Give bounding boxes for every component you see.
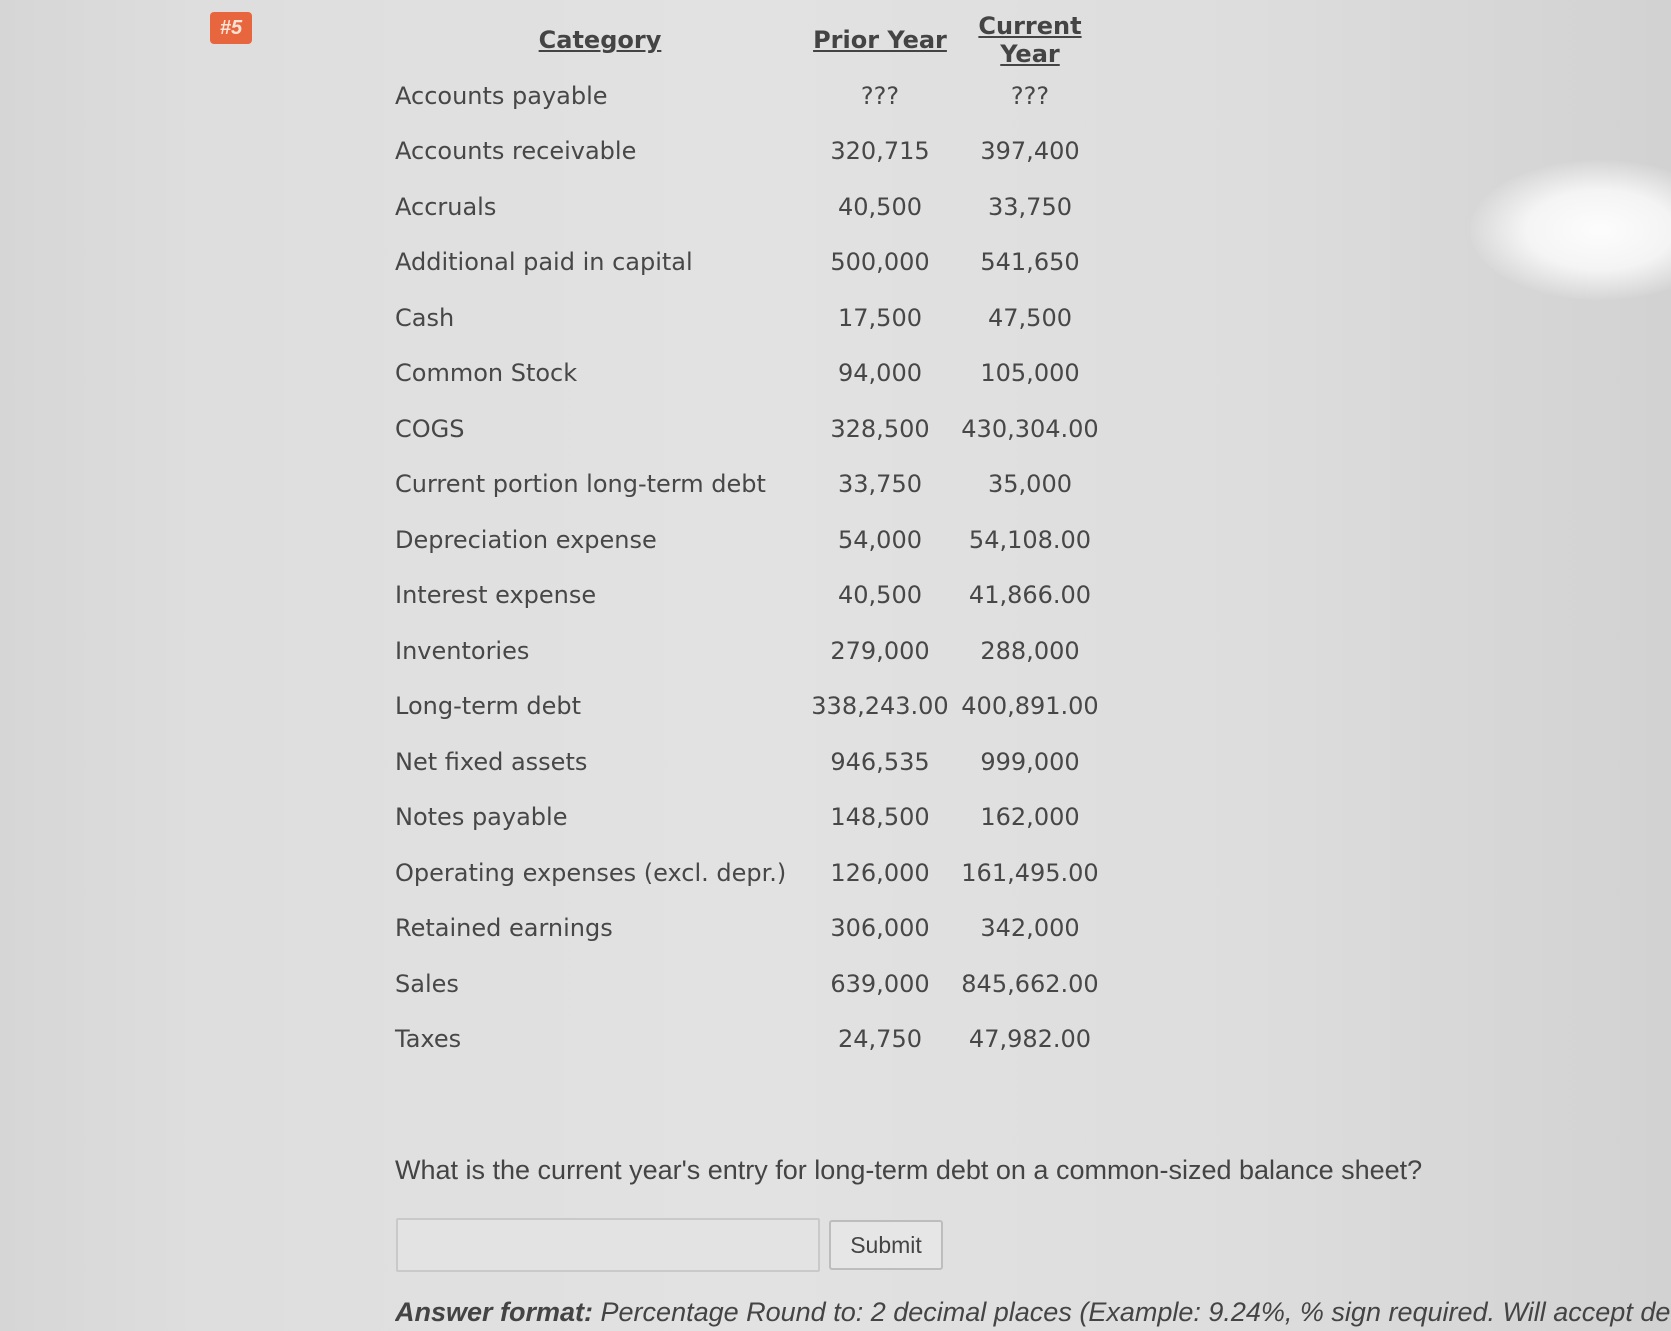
row-current-year: 47,500 <box>988 303 1072 332</box>
row-current-year: 397,400 <box>980 137 1080 166</box>
table-row <box>395 623 1105 679</box>
row-current-year: ??? <box>1010 81 1050 110</box>
row-category: Retained earnings <box>395 914 613 943</box>
row-current-year: 430,304.00 <box>961 414 1099 443</box>
row-prior-year: 33,750 <box>838 470 922 499</box>
row-prior-year: 279,000 <box>830 636 930 665</box>
table-row <box>395 790 1105 846</box>
row-category: Interest expense <box>395 581 597 610</box>
row-category: Accounts receivable <box>395 137 637 166</box>
table-row <box>395 179 1105 235</box>
row-category: Long-term debt <box>395 692 582 721</box>
row-category: Cash <box>395 303 455 332</box>
row-current-year: 105,000 <box>980 359 1080 388</box>
row-current-year: 54,108.00 <box>968 525 1092 554</box>
table-row <box>395 290 1105 346</box>
row-category: Sales <box>395 969 459 998</box>
table-row <box>395 568 1105 624</box>
row-category: Operating expenses (excl. depr.) <box>395 858 787 887</box>
table-body <box>395 68 1105 1067</box>
row-prior-year: 94,000 <box>838 359 922 388</box>
row-current-year: 33,750 <box>988 192 1072 221</box>
table-row <box>395 1012 1105 1068</box>
row-category: COGS <box>395 414 465 443</box>
row-category: Accruals <box>395 192 497 221</box>
table-header-row <box>395 12 1105 68</box>
question-number-badge: #5 <box>210 12 252 44</box>
table-row <box>395 679 1105 735</box>
header-category: Category <box>538 26 662 54</box>
row-current-year: 35,000 <box>988 470 1072 499</box>
row-prior-year: 126,000 <box>830 858 930 887</box>
row-current-year: 541,650 <box>980 248 1080 277</box>
row-category: Additional paid in capital <box>395 248 693 277</box>
row-current-year: 845,662.00 <box>961 969 1099 998</box>
table-row <box>395 457 1105 513</box>
row-prior-year: 328,500 <box>830 414 930 443</box>
row-category: Inventories <box>395 636 530 665</box>
row-prior-year: 40,500 <box>838 581 922 610</box>
table-row <box>395 901 1105 957</box>
answer-format-label: Answer format: <box>395 1297 594 1327</box>
row-category: Accounts payable <box>395 81 608 110</box>
row-current-year: 999,000 <box>980 747 1080 776</box>
header-prior-year: Prior Year <box>813 26 947 54</box>
row-prior-year: 946,535 <box>830 747 930 776</box>
row-current-year: 400,891.00 <box>961 692 1099 721</box>
row-category: Notes payable <box>395 803 568 832</box>
row-prior-year: 17,500 <box>838 303 922 332</box>
row-prior-year: 338,243.00 <box>811 692 949 721</box>
row-prior-year: 148,500 <box>830 803 930 832</box>
submit-button[interactable]: Submit <box>829 1220 943 1270</box>
row-category: Depreciation expense <box>395 525 657 554</box>
table-row <box>395 512 1105 568</box>
row-prior-year: 54,000 <box>838 525 922 554</box>
table-row <box>395 68 1105 124</box>
row-prior-year: 306,000 <box>830 914 930 943</box>
answer-input[interactable] <box>396 1218 820 1272</box>
row-prior-year: ??? <box>860 81 900 110</box>
row-prior-year: 639,000 <box>830 969 930 998</box>
row-prior-year: 500,000 <box>830 248 930 277</box>
row-prior-year: 24,750 <box>838 1025 922 1054</box>
row-category: Current portion long-term debt <box>395 470 766 499</box>
table-row <box>395 956 1105 1012</box>
question-text: What is the current year's entry for long-term debt on a common-sized balance sheet? <box>395 1155 1423 1185</box>
row-current-year: 161,495.00 <box>961 858 1099 887</box>
row-current-year: 342,000 <box>980 914 1080 943</box>
table-row <box>395 235 1105 291</box>
row-category: Net fixed assets <box>395 747 588 776</box>
table-row <box>395 401 1105 457</box>
table-row <box>395 734 1105 790</box>
row-category: Taxes <box>395 1025 462 1054</box>
row-current-year: 47,982.00 <box>968 1025 1092 1054</box>
row-prior-year: 40,500 <box>838 192 922 221</box>
answer-format-note <box>395 1297 1671 1328</box>
header-current-year: Current Year <box>978 12 1082 68</box>
screen-glare <box>1470 160 1671 300</box>
row-current-year: 288,000 <box>980 636 1080 665</box>
row-current-year: 162,000 <box>980 803 1080 832</box>
row-prior-year: 320,715 <box>830 137 930 166</box>
table-row <box>395 346 1105 402</box>
row-current-year: 41,866.00 <box>968 581 1092 610</box>
answer-format-text: Percentage Round to: 2 decimal places (Example: 9.24%, % sign required. Will accept de <box>593 1297 1671 1327</box>
table-row <box>395 845 1105 901</box>
row-category: Common Stock <box>395 359 578 388</box>
financial-data-table-wrapper <box>395 12 1115 1067</box>
financial-data-table <box>395 12 1105 1067</box>
table-row <box>395 124 1105 180</box>
